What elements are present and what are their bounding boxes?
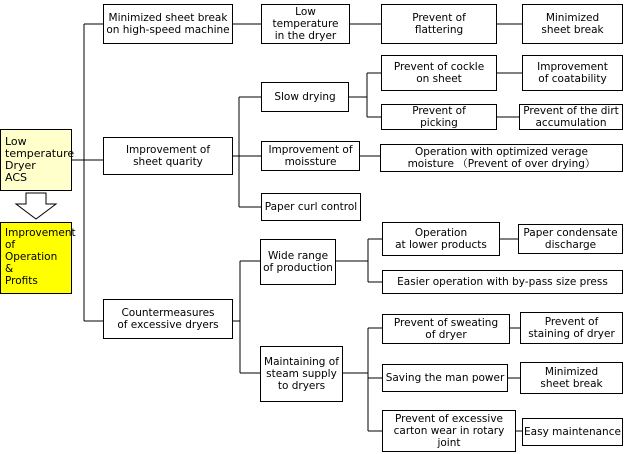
node-prevent-picking: Prevent of picking xyxy=(381,104,497,130)
node-operation-lower-products: Operation at lower products xyxy=(382,222,500,256)
node-easy-maintenance: Easy maintenance xyxy=(522,418,623,446)
node-paper-condensate-discharge: Paper condensate discharge xyxy=(518,224,623,254)
node-maintaining-steam-supply: Maintaining of steam supply to dryers xyxy=(260,346,343,402)
node-saving-man-power: Saving the man power xyxy=(382,364,508,392)
outcome-node: Improvement of Operation & Profits xyxy=(0,222,72,294)
node-prevent-flattering: Prevent of flattering xyxy=(381,4,497,44)
node-prevent-staining-dryer: Prevent of staining of dryer xyxy=(520,312,623,344)
node-improvement-moisture: Improvement of moissture xyxy=(261,141,360,171)
node-paper-curl-control: Paper curl control xyxy=(261,193,361,221)
node-countermeasures-excessive-dryers: Countermeasures of excessive dryers xyxy=(103,299,233,339)
node-operation-optimized-moisture: Operation with optimized verage moisture （Prevent of over drying） xyxy=(380,144,623,172)
node-wide-range-production: Wide range of production xyxy=(260,239,336,285)
node-slow-drying: Slow drying xyxy=(261,82,349,112)
node-prevent-dirt-accumulation: Prevent of the dirt accumulation xyxy=(519,104,623,130)
node-improvement-coatability: Improvement of coatability xyxy=(522,55,623,91)
node-minimized-sheet-break-b: Minimized sheet break xyxy=(520,362,623,394)
root-node: Low temperature Dryer ACS xyxy=(0,129,72,191)
node-minimized-sheet-break-high-speed: Minimized sheet break on high-speed machine xyxy=(103,4,233,44)
down-arrow-icon xyxy=(16,193,56,219)
node-prevent-cockle: Prevent of cockle on sheet xyxy=(381,55,497,91)
node-improvement-sheet-quality: Improvement of sheet quarity xyxy=(103,137,233,175)
node-prevent-sweating: Prevent of sweating of dryer xyxy=(382,314,510,344)
node-prevent-carton-wear: Prevent of excessive carton wear in rotary joint xyxy=(382,410,516,452)
node-minimized-sheet-break-a: Minimized sheet break xyxy=(522,4,623,44)
node-easier-operation-bypass: Easier operation with by-pass size press xyxy=(382,270,623,294)
node-low-temperature-dryer: Low temperature in the dryer xyxy=(261,4,350,44)
